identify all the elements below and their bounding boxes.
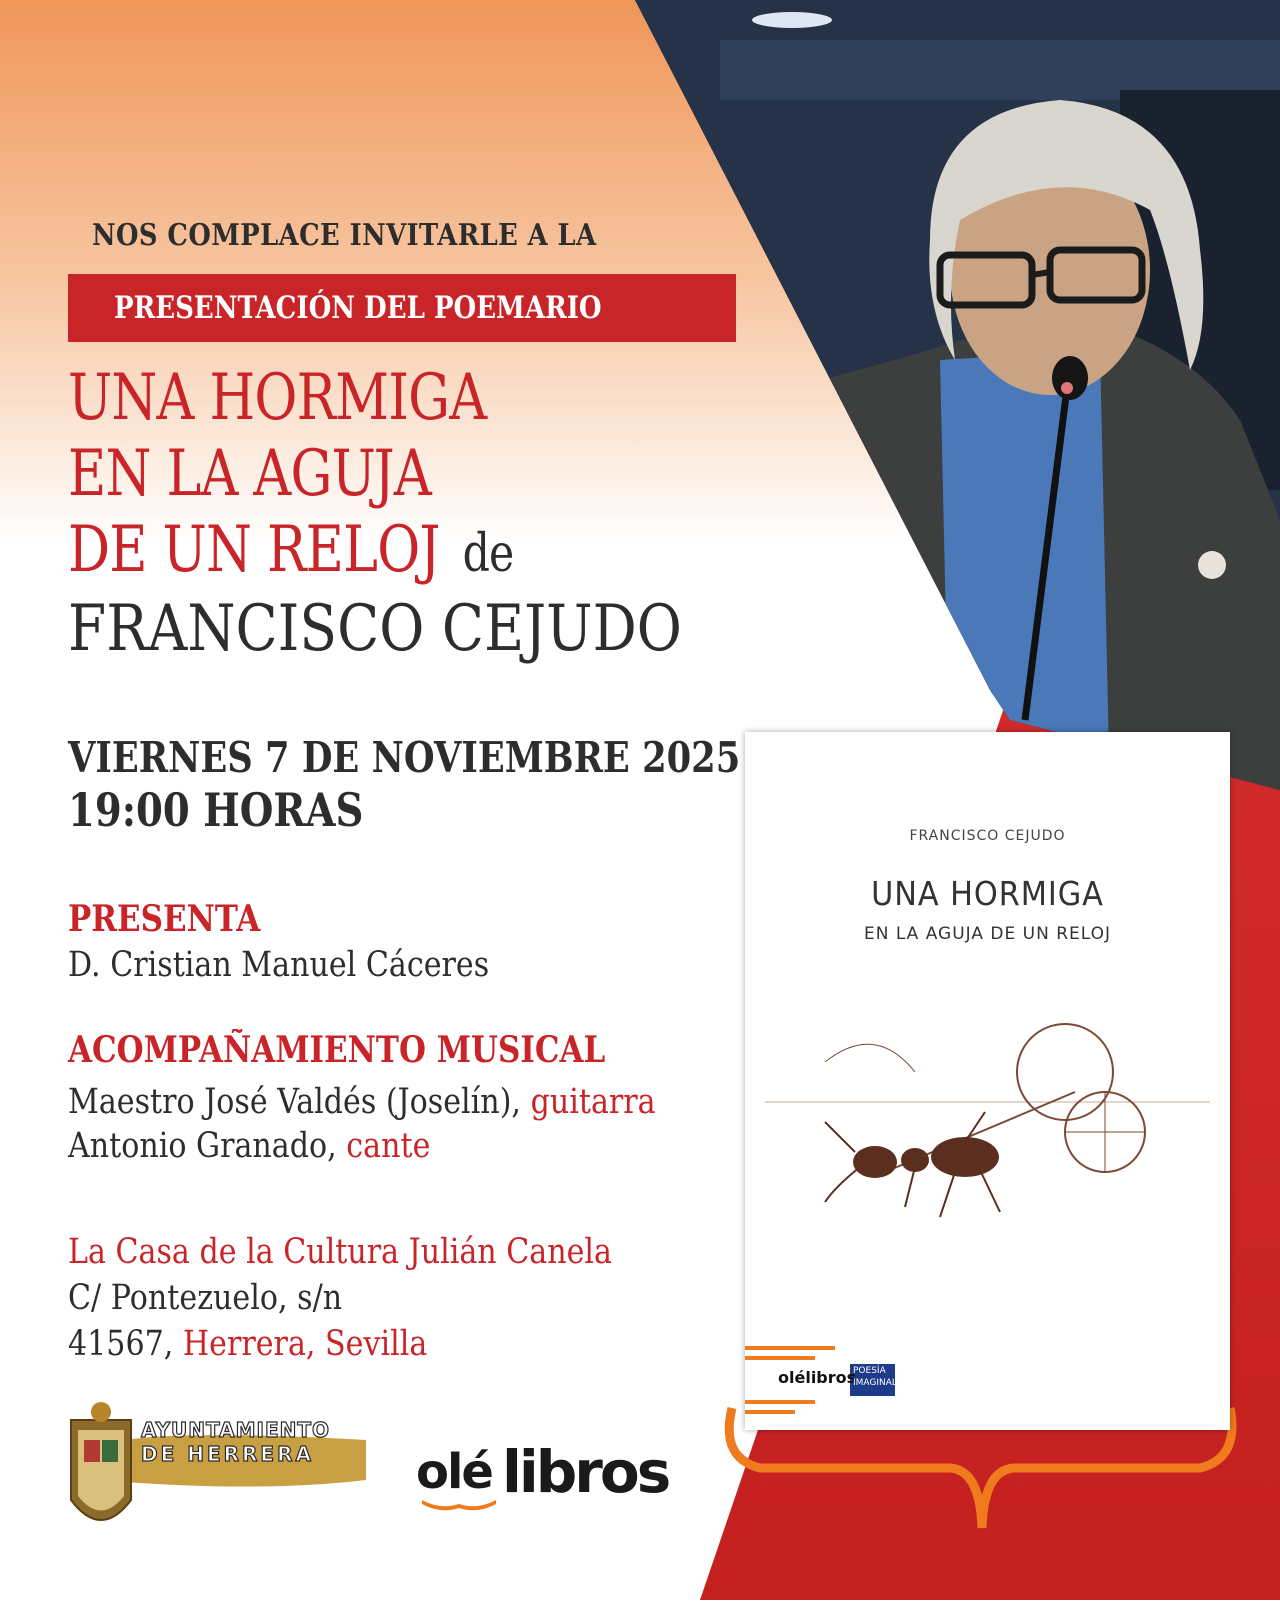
cover-publisher: olélibros bbox=[778, 1368, 857, 1387]
title-line-1: UNA HORMIGA bbox=[68, 361, 487, 435]
book-cover bbox=[745, 732, 1230, 1430]
intro-text: NOS COMPLACE INVITARLE A LA bbox=[92, 218, 597, 253]
book-title bbox=[68, 360, 513, 592]
cover-collection-line1: POESÍA bbox=[853, 1366, 886, 1376]
cover-subtitle: EN LA AGUJA DE UN RELOJ bbox=[863, 924, 1112, 944]
title-line-3: DE UN RELOJ bbox=[68, 513, 440, 587]
banner-text: PRESENTACIÓN DEL POEMARIO bbox=[114, 290, 602, 326]
cover-title: UNA HORMIGA bbox=[871, 874, 1104, 913]
music-heading: ACOMPAÑAMIENTO MUSICAL bbox=[68, 1029, 606, 1071]
book-icon bbox=[420, 1498, 498, 1512]
cover-collection-line2: IMAGINAL bbox=[853, 1378, 897, 1388]
cover-collection bbox=[853, 1365, 897, 1389]
ayuntamiento-line-1: AYUNTAMIENTO bbox=[141, 1418, 330, 1442]
venue-name: La Casa de la Cultura Julián Canela bbox=[68, 1232, 613, 1272]
presenter-name: D. Cristian Manuel Cáceres bbox=[68, 945, 490, 985]
banner bbox=[68, 274, 736, 342]
cover-author: FRANCISCO CEJUDO bbox=[909, 828, 1066, 844]
venue-city: Herrera, Sevilla bbox=[182, 1324, 428, 1364]
title-de: de bbox=[462, 524, 514, 584]
title-line-2: EN LA AGUJA bbox=[68, 437, 431, 511]
venue-street: C/ Pontezuelo, s/n bbox=[68, 1278, 343, 1318]
ant-illustration bbox=[765, 1002, 1210, 1252]
performer-1-role: guitarra bbox=[530, 1082, 656, 1122]
performer-2-name: Antonio Granado, bbox=[68, 1126, 337, 1166]
presenter-heading: PRESENTA bbox=[68, 898, 261, 940]
music-performer-1 bbox=[68, 1082, 656, 1122]
author-name: FRANCISCO CEJUDO bbox=[68, 592, 682, 666]
event-date: VIERNES 7 DE NOVIEMBRE 2025 bbox=[68, 733, 741, 782]
performer-1-name: Maestro José Valdés (Joselín), bbox=[68, 1082, 522, 1122]
event-time: 19:00 HORAS bbox=[68, 783, 364, 837]
logo-ole-text: olé bbox=[416, 1444, 492, 1500]
performer-2-role: cante bbox=[346, 1126, 431, 1166]
music-performer-2 bbox=[68, 1126, 430, 1166]
olelibros-logo bbox=[416, 1434, 706, 1514]
logo-libros-text: libros bbox=[502, 1438, 669, 1506]
venue-postal: 41567, bbox=[68, 1324, 174, 1364]
ayuntamiento-line-2: DE HERRERA bbox=[141, 1442, 314, 1466]
ayuntamiento-logo bbox=[66, 1400, 386, 1540]
venue-city-line bbox=[68, 1324, 427, 1364]
